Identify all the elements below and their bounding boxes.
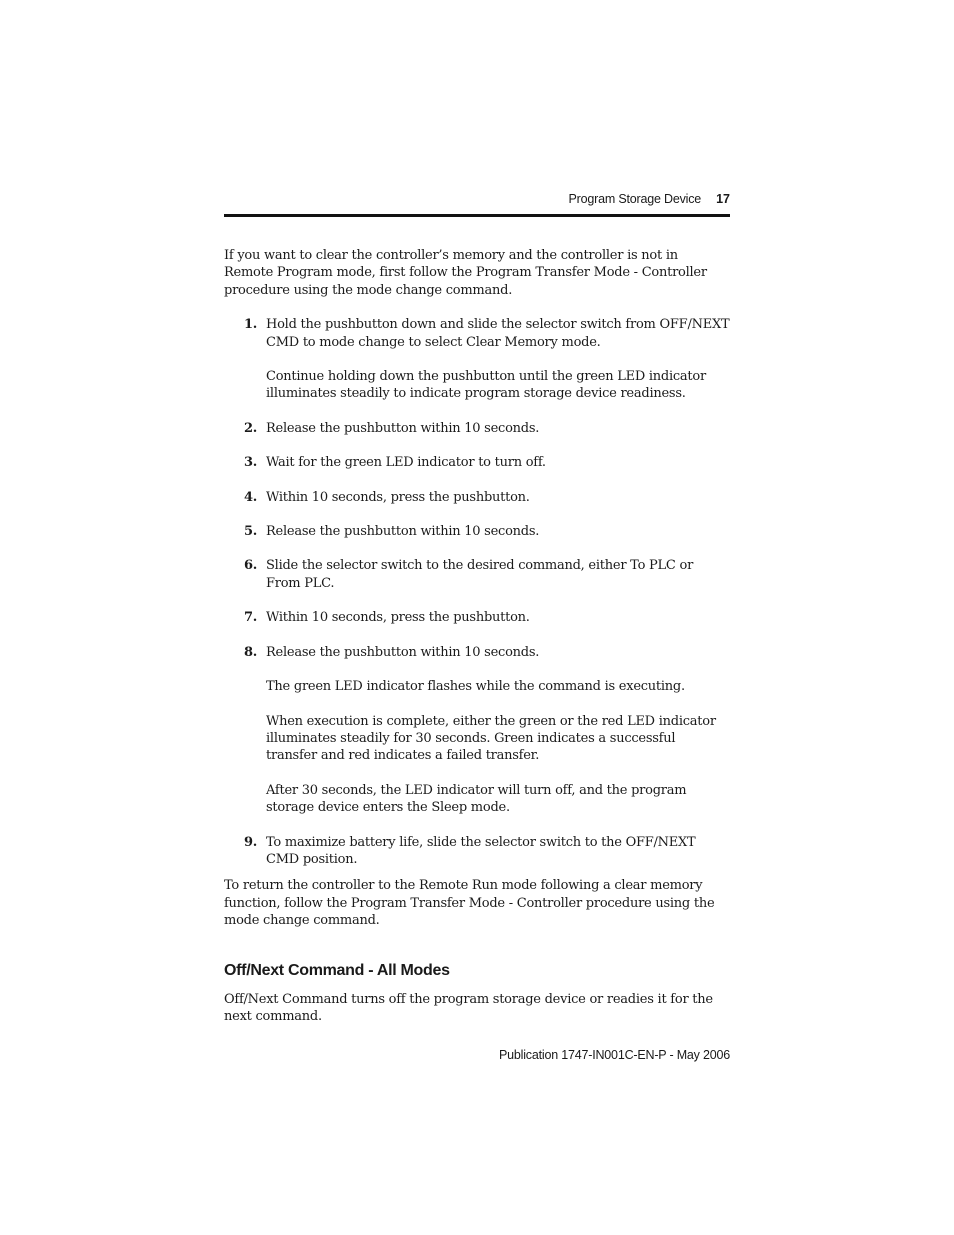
step-text: Release the pushbutton within 10 seconds.	[266, 524, 540, 540]
header-rule	[224, 214, 730, 217]
step-item	[224, 557, 730, 592]
step-number: 2.	[244, 420, 258, 436]
step-text: Release the pushbutton within 10 seconds.	[266, 644, 540, 660]
step-number: 4.	[244, 489, 258, 505]
step-item	[224, 834, 730, 869]
step-text: Wait for the green LED indicator to turn off.	[266, 455, 546, 471]
step-number: 9.	[244, 834, 258, 850]
step-text: The green LED indicator flashes while the command is executing.	[266, 679, 685, 695]
step-number: 1.	[244, 317, 258, 333]
section-heading: Off/Next Command - All Modes	[224, 961, 450, 979]
step-number: 5.	[244, 524, 258, 540]
step-text: Hold the pushbutton down and slide the selector switch from OFF/NEXT CMD to mode change to select Clear Memory mode.	[266, 317, 730, 350]
running-header-title: Program Storage Device	[568, 192, 701, 206]
step-item	[224, 609, 730, 626]
step-text: Slide the selector switch to the desired command, either To PLC or From PLC.	[266, 558, 694, 591]
running-header	[224, 192, 730, 208]
step-number: 6.	[244, 558, 258, 574]
closing-paragraph: To return the controller to the Remote Run mode following a clear memory function, follow the Program Transfer Mode - Controller procedure using the mode change command.	[224, 878, 715, 929]
step-text: Within 10 seconds, press the pushbutton.	[266, 610, 530, 626]
publication-footer: Publication 1747-IN001C-EN-P - May 2006	[499, 1048, 730, 1062]
step-item	[224, 454, 730, 471]
step-item	[224, 489, 730, 506]
step-item	[224, 523, 730, 540]
page-body	[224, 247, 730, 1025]
step-text: Release the pushbutton within 10 seconds.	[266, 420, 540, 436]
step-text: To maximize battery life, slide the selector switch to the OFF/NEXT CMD position.	[266, 834, 696, 867]
step-text: When execution is complete, either the green or the red LED indicator illuminates steadily for 30 seconds. Green indicates a successful transfer and red indicates a failed transfer.	[266, 713, 716, 764]
step-item	[224, 420, 730, 437]
step-number: 7.	[244, 610, 258, 626]
step-text: Continue holding down the pushbutton until the green LED indicator illuminates steadily to indicate program storage device readiness.	[266, 369, 706, 402]
step-item	[224, 316, 730, 403]
section-body: Off/Next Command turns off the program storage device or readies it for the next command.	[224, 991, 713, 1024]
intro-paragraph: If you want to clear the controller’s memory and the controller is not in Remote Program mode, first follow the Program Transfer Mode - Controller procedure using the mode change command.	[224, 248, 707, 298]
page-number: 17	[716, 192, 730, 206]
step-number: 3.	[244, 455, 258, 471]
step-number: 8.	[244, 644, 258, 660]
step-text: Within 10 seconds, press the pushbutton.	[266, 489, 530, 505]
step-item	[224, 644, 730, 817]
procedure-steps	[224, 316, 730, 868]
step-text: After 30 seconds, the LED indicator will turn off, and the program storage device enters the Sleep mode.	[266, 782, 687, 816]
